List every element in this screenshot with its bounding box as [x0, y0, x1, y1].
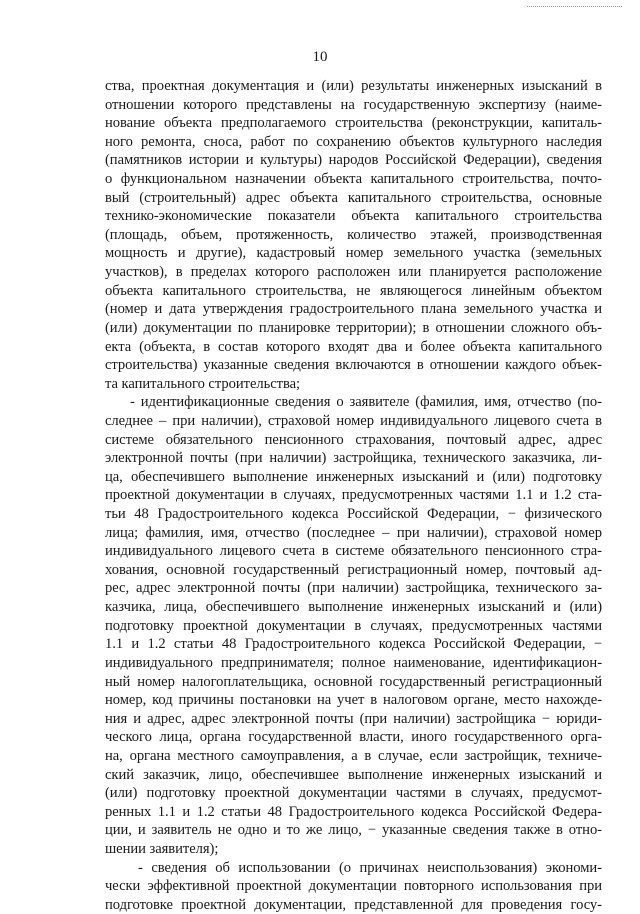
text-line: нование объекта предполагаемого строительства (реконструкции, капиталь-	[105, 115, 602, 132]
text-line: (или) документации по планировке территории); в отношении сложного объ-	[105, 319, 602, 336]
page-number: 10	[312, 49, 328, 65]
text-line: ческого лица, органа государственной власти, иного государственного орга-	[105, 729, 602, 746]
text-line: - сведения об использовании (о причинах неиспользования) экономи-	[138, 859, 602, 876]
text-line: подготовку проектной документации в случаях, предусмотренных частями	[105, 617, 602, 634]
text-line: хования, основной государственный регистрационный номер, почтовый ад-	[105, 561, 602, 578]
text-line: электронной почты (при наличии) застройщика, технического заказчика, ли-	[105, 450, 602, 467]
text-line: казчика, лица, обеспечившего выполнение инженерных изысканий и (или)	[105, 599, 602, 616]
text-line: тьи 48 Градостроительного кодекса Российской Федерации, − физического	[105, 506, 602, 523]
text-line: отношении которого представлены на государственную экспертизу (наиме-	[105, 96, 602, 113]
text-line: строительства) указанные сведения включаются в отношении каждого объек-	[105, 357, 602, 374]
text-line: рес, адрес электронной почты (при наличии) застройщика, технического за-	[105, 580, 602, 597]
text-line: индивидуального предпринимателя; полное наименование, идентификацион-	[105, 654, 602, 671]
text-line: следнее – при наличии), страховой номер индивидуального лицевого счета в	[105, 412, 602, 429]
text-line: ства, проектная документация и (или) результаты инженерных изысканий в	[105, 78, 602, 94]
text-line: ции, и заявитель не одно и то же лицо, − указанные сведения также в отно-	[105, 822, 602, 839]
text-line: участков), в пределах которого расположен или планируется расположение	[105, 264, 602, 281]
text-line: шении заявителя);	[105, 840, 219, 857]
text-line: та капитального строительства;	[105, 375, 301, 392]
text-line: индивидуального лицевого счета в системе обязательного пенсионного стра-	[105, 543, 602, 560]
text-line: вый (строительный) адрес объекта капитального строительства, основные	[105, 189, 602, 206]
body-text	[105, 77, 602, 914]
text-line: ния и адрес, адрес электронной почты (при наличии) застройщика − юриди-	[105, 710, 602, 727]
text-line: системе обязательного пенсионного страхования, почтовый адрес, адрес	[105, 431, 602, 448]
text-line: ский заказчик, лицо, обеспечившее выполнение инженерных изысканий и	[105, 766, 602, 783]
text-line: екта (объекта, в состав которого входят два и более объекта капитального	[105, 338, 602, 355]
text-line: ного ремонта, сноса, работ по сохранению объектов культурного наследия	[105, 133, 602, 150]
paragraph-2	[105, 393, 602, 858]
text-line: (или) подготовку проектной документации частями в случаях, предусмот-	[105, 785, 602, 802]
text-line: лица; фамилия, имя, отчество (последнее – при наличии), страховой номер	[105, 524, 602, 541]
text-line: технико-экономические показатели объекта капитального строительства	[105, 208, 602, 225]
text-line: 1.1 и 1.2 статьи 48 Градостроительного кодекса Российской Федерации, −	[105, 636, 602, 653]
text-line: мощность и другие), кадастровый номер земельного участка (земельных	[105, 245, 602, 262]
text-line: номер, код причины постановки на учет в налоговом органе, место нахожде-	[105, 692, 602, 709]
text-line: (площадь, объем, протяженность, количество этажей, производственная	[105, 226, 602, 243]
text-line: объекта капитального строительства, не являющегося линейным объектом	[105, 282, 602, 299]
text-line: на, органа местного самоуправления, а в случае, если застройщик, техниче-	[105, 747, 602, 764]
text-line: (памятников истории и культуры) народов Российской Федерации), сведения	[105, 152, 602, 169]
paragraph-1	[105, 77, 602, 393]
scan-edge-marks	[527, 6, 622, 9]
text-line: ный номер налогоплательщика, основной государственный регистрационный	[105, 673, 602, 690]
text-line: чески эффективной проектной документации повторного использования при	[105, 878, 602, 895]
text-line: подготовке проектной документации, представленной для проведения госу-	[105, 896, 602, 913]
text-line: проектной документации в случаях, предусмотренных частями 1.1 и 1.2 ста-	[105, 487, 602, 504]
text-line: ренных 1.1 и 1.2 статьи 48 Градостроительного кодекса Российской Федера-	[105, 803, 602, 820]
text-line: ца, обеспечившего выполнение инженерных изысканий и (или) подготовку	[105, 468, 602, 485]
text-line: о функциональном назначении объекта капитального строительства, почто-	[105, 171, 602, 188]
paragraph-3	[105, 859, 602, 914]
text-line: - идентификационные сведения о заявителе (фамилия, имя, отчество (по-	[130, 394, 602, 411]
text-line: (номер и дата утверждения градостроительного плана земельного участка и	[105, 301, 602, 318]
